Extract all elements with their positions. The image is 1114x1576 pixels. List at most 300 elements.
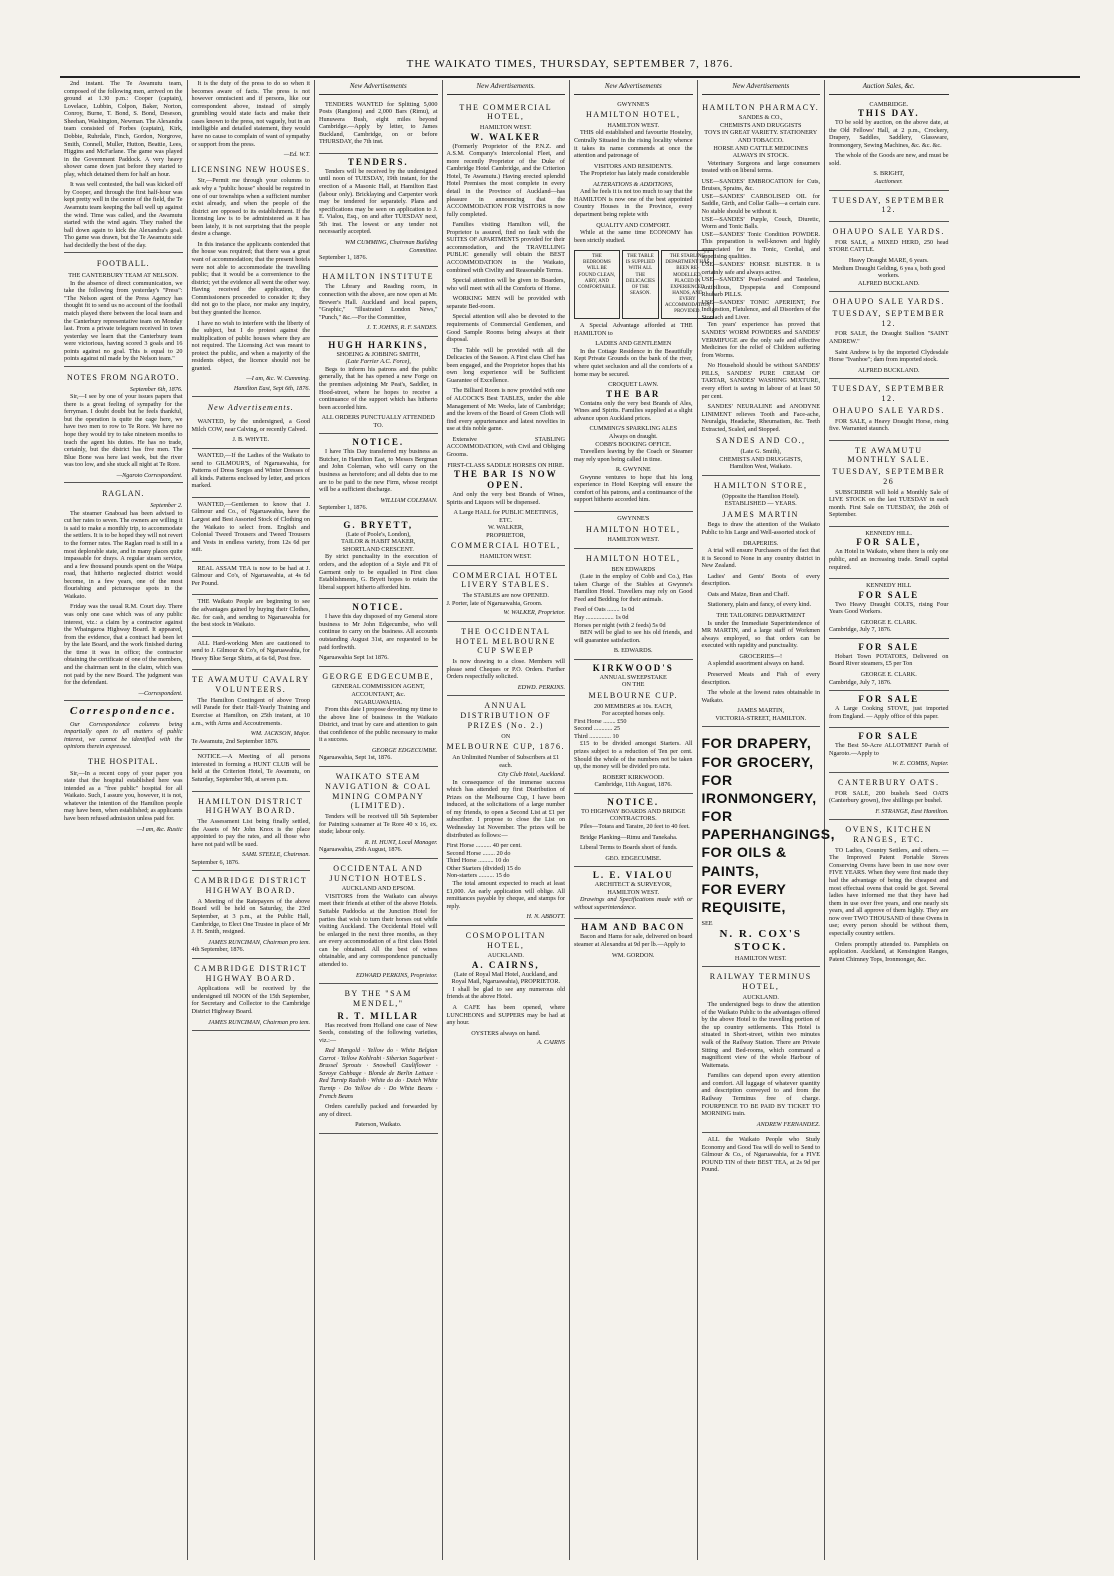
ad-subtitle: GWYNNE'S <box>617 100 650 108</box>
column-header: New Advertisements <box>702 80 821 95</box>
article-paragraph: Sir,—Permit me through your columns to ask why a "public house" should be required in one of our townships when a sufficient number exist already, and when the people of the district are opposed to its establishment. If the licensing law is to be administered as it has been lately, it is not surprising that the people desire a change. <box>191 177 310 238</box>
ad-title: THE COMMERCIAL HOTEL, <box>459 102 553 122</box>
ad-text: And only the very best Brands of Wines, Spirits and Liquors will be dispensed. <box>446 491 565 506</box>
ad-text: Orders carefully packed and forwarded by any of direct. <box>319 1103 438 1118</box>
ad-dateline: September 6, 1876. <box>191 858 240 866</box>
ad-text: The Hamilton Contingent of above Troop will Parade for their Half-Yearly Training and Exercise at Hamilton, on 25th instant, at 10 a.m., with Arms and Accoutrements. <box>191 696 310 727</box>
ad-signature: R. GWYNNE <box>615 466 651 474</box>
display-line: FOR GROCERY, <box>701 753 814 770</box>
ad-text: Piles—Totara and Taraire, 20 feet to 40 feet. <box>580 822 690 830</box>
ad-subtitle: Auctioneer. <box>874 178 903 185</box>
ad-title: FOR SALE <box>858 641 920 652</box>
ad-title: OCCIDENTAL AND JUNCTION HOTELS. <box>329 863 428 883</box>
ad-subtitle: CHEMISTS AND DRUGGISTS <box>720 121 802 129</box>
ad-text: I shall be glad to see any numerous old friends at the above Hotel. <box>446 985 565 1001</box>
article-paragraph: I have no wish to interfere with the liberty of the subject, but I do protest against the multiplication of public houses where they are not required. The Licensing Act was meant to protect the public, and when a majority of the residents object, the licence should not be granted. <box>191 319 310 372</box>
ad-text: LADIES AND GENTLEMEN <box>595 340 672 348</box>
ad-signature: ALFRED BUCKLAND. <box>857 366 920 374</box>
advertisement <box>702 1133 821 1181</box>
ad-subtitle: ESTABLISHED — YEARS. <box>724 500 797 508</box>
ad-title: N. R. COX'S STOCK. <box>719 927 802 954</box>
ad-text: The Best 50-Acre ALLOTMENT Parish of Ngaroto.—Apply to <box>829 742 949 757</box>
advertisement <box>829 191 949 223</box>
ad-subtitle: NGARUAWAHIA. <box>354 698 403 706</box>
ad-title: A. CAIRNS, <box>471 959 540 970</box>
signature: —I am, &c. W. Cumming. <box>246 375 310 383</box>
ad-title: CAMBRIDGE DISTRICT HIGHWAY BOARD. <box>194 963 308 983</box>
ad-dateline: Ngaruawahia, 25th August, 1876. <box>319 846 403 854</box>
article-paragraph: Sir,—In a recent copy of your paper you state that the hospital established here was intended as a "free public" hospital for all Waikato. Such, I assure you, however, it is not, whatever the intention of the Hamilton people may have been, when established; as applicants have been refused admission unless paid for. <box>64 769 183 822</box>
ad-subtitle: SHORTLAND CRESCENT. <box>342 545 414 553</box>
divider <box>64 252 183 253</box>
ad-text: Liberal Terms to Boards short of funds. <box>580 844 678 852</box>
section-heading: THE HOSPITAL. <box>87 756 159 766</box>
display-line: FOR IRONMONGERY, <box>701 771 817 806</box>
masthead <box>60 52 1080 78</box>
product-line: USE—SANDES' Purple, Couch, Diuretic, Worm and Tonic Balls. <box>701 215 820 231</box>
ad-text: The whole of the Goods are new, and must be sold. <box>829 152 949 167</box>
ad-subtitle: SHOEING & JOBBING SMITH, <box>336 350 421 358</box>
ad-text: Families can depend upon every attention and comfort. All luggage of whatever quantity and description conveyed to and from the Railway Terminus free of charge. FOURPENCE TO BE PAID BY TICKET TO MORNING train. <box>701 1072 820 1118</box>
advertisement <box>192 415 311 449</box>
ad-title: HAM AND BACON <box>581 922 686 933</box>
ad-dateline: Ngaruawahia, Sept 1st, 1876. <box>319 754 392 762</box>
ad-title: OHAUPO SALE YARDS. <box>832 297 945 307</box>
editorial-note: Our Correspondence columns being impartially open to all matters of public interest, we cannot be identified with the opinions therein expressed. <box>64 720 183 751</box>
ad-subtitle: (Late Farrier A.C. Force), <box>345 358 411 366</box>
advertisement <box>447 622 566 697</box>
ad-text: SEE <box>701 920 713 928</box>
ad-text: FOR SALE, a Heavy Draught Horse, rising five. Warranted staunch. <box>829 417 949 433</box>
ad-text: Tenders will be received by the undersigned until noon of TUESDAY, 19th instant, for the erection of a Masonic Hall, at Hamilton East (labour only). Bricklaying and Carpenter work may be tendered for separately. Plans and specifications may be seen on application to J. E. Vialou, Esq., on and after TUESDAY next, 5th inst. The lowest or any tender not necessarily accepted. <box>319 167 438 236</box>
ad-subtitle: ON <box>501 732 511 740</box>
ad-signature: S. BRIGHT, <box>873 170 905 178</box>
ad-text: Oats and Maize, Bran and Chaff. <box>707 590 790 598</box>
ad-title: TE AWAMUTU MONTHLY SALE. <box>847 445 930 465</box>
ad-subtitle: HAMILTON WEST. <box>479 124 532 132</box>
article-paragraph: Sir,—I see by one of your issues papers that there is a great feeling of sympathy for the ferryman. I doubt doubt but he feels thankful, but the operation is quite the cage here, we have two men to row to Te Rore. We have no hope they would try to take nineteen months to teach the agent his duties. He has no trade, certainly, but the district has five men. The Blue Bone was here last week, but the river was too low, and she stuck all night at Te Rore. <box>64 393 183 469</box>
ad-subtitle: KENNEDY HILL <box>866 582 912 590</box>
ad-signature: WILLIAM COLEMAN. <box>380 496 438 504</box>
ad-text: Tenders will be received till 5th September for Painting s.steamer at Te Rore 40 x 16, ex. stude; labour only. <box>319 813 438 836</box>
ad-text: A Special Advantage afforded at THE HAMILTON to <box>574 322 693 337</box>
ad-text: CUMMING'S SPARKLING ALES <box>589 425 678 433</box>
article-paragraph: In this instance the applicants contended that the house was required; that there was a great want of accommodation; that the present hotels were not able to accommodate the travelling public; that it would be a convenience to the district; yet the evidence all went the other way. Having received the application, the Commissioners proceeded to consider it; they did not go to the place, nor make any inquiry, but they granted the licence. <box>191 240 310 316</box>
ad-dateline: 4th September, 1876. <box>191 946 245 954</box>
ad-text: A CAFE has been opened, where LUNCHEONS and SUPPERS may be had at any hour. <box>446 1004 565 1027</box>
advertisement <box>574 660 693 794</box>
ad-title: HUGH HARKINS, <box>328 339 429 350</box>
section-subheading: THE CANTERBURY TEAM AT NELSON. <box>68 272 179 280</box>
ad-subtitle: KENNEDY HILL. <box>865 529 913 537</box>
display-line: FOR DRAPERY, <box>701 735 812 752</box>
prize-line: First Horse ........ £50 <box>574 717 627 725</box>
ad-text: Ladies' and Gents' Boots of every description. <box>701 572 820 588</box>
ad-text: While at the same time ECONOMY has been strictly studied. <box>574 229 693 244</box>
ad-signature: GEORGE EDGECUMBE. <box>371 746 438 754</box>
advertisement <box>192 562 311 596</box>
advertisement <box>319 667 438 767</box>
article-paragraph: In the absence of direct communication, we take the following from yesterday's "Press": "The Nelson agent of the Press Agency has thought fit to send us no account of the football match played there between the local team and the Canterbury representative team on Monday last. From a private telegram received in town yesterday we learn that the Canterbury team were victorious, having scored 3 goals and 16 points against no goal. This is equal to 20 points against nil made by the Nelson team." <box>64 279 183 363</box>
ad-title: BY THE "SAM MENDEL," <box>344 989 412 1008</box>
product-line: USE—SANDES' TONIC APERIENT, For Indigestion, Flatulence, and all Disorders of the Stomach and Liver. <box>701 298 820 321</box>
ad-text: Applications will be received by the undersigned till NOON of the 15th September, for Secretary and Collector to the Cambridge District Highway Board. <box>191 985 310 1015</box>
display-line: FOR PAPERHANGINGS, <box>701 808 836 843</box>
ad-text: Is now drawing to a close. Members will please send Cheques or P.O. Orders. Further Orders respectfully solicited. <box>446 658 565 681</box>
ad-subtitle: HAMILTON WEST. <box>607 888 660 896</box>
ad-title: FOR SALE <box>858 589 920 600</box>
ad-signature: W. WALKER, Proprietor. <box>503 609 565 617</box>
ad-title: HAMILTON PHARMACY. <box>702 102 820 112</box>
prize-line: Third Horse .......... 10 do <box>446 857 510 865</box>
ad-title: SANDES AND CO., <box>715 436 806 446</box>
ad-text: The Table will be provided with all the Delicacies of the Season. A First class Chef has been engaged, and the Proprietor hopes that his own long experience will be Sufficient Guarantee of Excellence. <box>446 346 565 384</box>
ad-signature: J. B. WHYTE. <box>232 436 269 444</box>
prize-line: Other Starters (divided) 15 do <box>446 864 521 872</box>
column-3 <box>315 80 443 1560</box>
column-header: New Advertisements <box>574 80 693 95</box>
feature-box: THE TABLE IS SUPPLIED WITH ALL THE DELICACIES OF THE SEASON. <box>622 250 659 319</box>
advertisement <box>192 449 311 498</box>
ad-subtitle: AUCKLAND AND EPSOM. <box>341 885 415 893</box>
divider <box>64 700 183 701</box>
advertisement <box>192 792 311 872</box>
ad-text: Two Heavy Draught COLTS, rising Four Years Good Workers. <box>829 600 949 616</box>
section-heading: RAGLAN. <box>102 489 145 499</box>
column-header: New Advertisements <box>319 80 438 95</box>
display-line: FOR EVERY REQUISITE, <box>701 880 787 916</box>
ad-subtitle: SANDES & CO., <box>738 114 783 122</box>
correspondence-heading: Correspondence. <box>69 705 177 718</box>
signature: —Ed. W.T. <box>283 151 310 159</box>
column-6 <box>698 80 836 1560</box>
feature-box: THE STABLING DEPARTMENT HAS BEEN RE-MODELLED, PLACED IN EXPERIENCED HANDS, AND EVERY ACCOMMODATION PROVIDED. <box>661 250 714 319</box>
ad-title: L. E. VIALOU <box>592 870 674 881</box>
product-line: USE—SANDES' CARBOLISED OIL for Saddle, Girth, and Collar Galls—a certain cure. No stable should be without it. <box>701 192 820 216</box>
ad-text: Is under the Immediate Superintendence of MR MARTIN, and a large staff of Workmen always employed, so that orders can be executed with rapidity and punctuality. <box>701 619 820 650</box>
advertisement <box>319 434 438 516</box>
ad-title: HAMILTON STORE, <box>714 480 808 490</box>
ad-title: TUESDAY, SEPTEMBER 12. <box>832 384 946 403</box>
ad-text: ALL Hard-working Men are cautioned to send to J. Gilmour & Co's, of Ngaruawahia, for Heavy Blue Serge Shirts, at 6s 6d, Post free. <box>191 639 310 662</box>
advertisement <box>192 637 311 671</box>
advertisement <box>192 670 311 750</box>
ad-title: COSMOPOLITAN HOTEL, <box>465 930 546 950</box>
column-header: Auction Sales, &c. <box>829 80 949 95</box>
ad-subtitle: GENERAL COMMISSION AGENT, ACCOUNTANT, &c. <box>331 683 425 698</box>
ad-text: VISITORS AND RESIDENTS. <box>593 162 673 170</box>
article-paragraph: It was well contested, the ball was kicked off by Cooper, and through the first half-hour was kept pretty well in the centre of the field, the Te Awamutu team keeping the ball well up against the wind. Time was called, and the Awamutu started with the wind again. They rushed the ball down again to kick the Alexandra's goal. Tho game was drawn, but the Te Awamutu side had decidedly the best of the day. <box>64 181 183 249</box>
ad-text: I have this day disposed of my General store business to Mr John Edgecumbe, who will continue to carry on the business. All accounts outstanding August 31st, are requested to be paid forthwith. <box>319 613 438 651</box>
ad-subtitle: BEN EDWARDS <box>611 565 656 573</box>
ad-subtitle: CAMBRIDGE. <box>869 100 909 108</box>
ad-text: Ten years' experience has proved that SANDES' WORM POWDERS and SANDES' VERMIFUGE are the only safe and effective Medicines for the relief of Children suffering from Worms. <box>701 321 820 359</box>
ad-signature: JAMES RUNCIMAN, Chairman pro tem. <box>208 1018 310 1026</box>
ad-text: 200 MEMBERS at 10s. EACH, <box>593 702 673 710</box>
ad-text: An Hotel in Waikato, where there is only one public, and an increasing trade. Small capital required. <box>829 548 949 571</box>
ad-title: MELBOURNE CUP. <box>588 690 678 700</box>
advertisement <box>829 639 949 691</box>
column-4 <box>443 80 571 1560</box>
ad-title: TUESDAY, SEPTEMBER 12. <box>832 308 946 328</box>
ad-signature: GEORGE E. CLARK. <box>860 670 917 678</box>
advertisement <box>319 267 438 337</box>
advertisement <box>192 595 311 636</box>
newspaper-columns <box>60 80 1080 1560</box>
ad-text: (Formerly Proprietor of the P.N.Z. and A.S.M. Company's Intercolonial Fleet, and more recently Proprietor of the Duke of Cambridge Hotel Cambridge, and the Criterion Hotel, Te Awamutu.) Having erected splendid Hotel Premises the most complete in every detail in the Province of Auckland—has pleasure in announcing that the ACCOMMODATION FOR VISITORS is now fully completed. <box>446 142 565 218</box>
ad-text: I have This Day transferred my business as Butcher, in Hamilton East, to Messrs Bergman and John Coleman, who will carry on the business as heretofore; and all debts due to me are to be paid to the new Firm, whose receipt will be a sufficient discharge. <box>319 448 438 494</box>
ad-subtitle: Hamilton West, Waikato. <box>729 463 792 471</box>
advertisement <box>192 871 311 958</box>
prize-line: Third .............. 10 <box>574 732 619 740</box>
ad-text: Gwynne ventures to hope that his long experience in Hotel Keeping will ensure the comfort of his patrons, and a continuance of the support hitherto accorded him. <box>574 473 693 504</box>
ad-title: THIS DAY. <box>857 108 920 119</box>
ad-dateline: September 1, 1876. <box>319 504 368 512</box>
column-header: New Advertisements. <box>447 80 566 95</box>
ad-text: No Household should be without SANDES' PILLS, SANDES' PURE CREAM OF TARTAR, SANDES' WASHING MIXTURE, every effort is saving in labour of at least 50 per cent. <box>701 362 820 400</box>
ad-signature: EDWARD PERKINS, Proprietor. <box>356 971 438 979</box>
ad-signature: H. N. ABBOTT. <box>526 913 565 921</box>
ad-title: COMMERCIAL HOTEL, <box>450 541 561 551</box>
ad-subtitle: HAMILTON WEST. <box>479 553 532 561</box>
ad-title: KIRKWOOD'S <box>592 662 674 673</box>
ad-text: Always on draught. <box>608 432 658 440</box>
ad-title: W. WALKER <box>470 131 542 142</box>
prize-line: Second Horse ........ 20 do <box>446 849 511 857</box>
advertisement <box>829 691 949 728</box>
ad-signature: W. E. COMBS, Napier. <box>892 760 949 768</box>
ad-subtitle: HAMILTON WEST. <box>734 954 787 962</box>
advertisement <box>319 599 438 666</box>
ad-text: Begs to inform his patrons and the public generally, that he has opened a new Forge on the premises adjoining Mr Peat's, Saddler, in Hood-street, where he hopes to receive a continuance of the support which has hitherto been accorded him. <box>319 365 438 411</box>
ad-text: City Club Hotel, Auckland. <box>497 771 565 779</box>
ad-subtitle: AUCKLAND. <box>487 952 524 960</box>
article-paragraph: 2nd instant. The Te Awamutu team, composed of the following men, arrived on the ground at 1.30 p.m.: Cooper (captain), Lovelace, Lubbin, Colpon, Baker, Norton, Conroy, Burne, T. Bond, S. Bond, Deseson, Sheehan, Washington, Newman. The Alexandra team consisted of Forbes (captain), Kirk, Dobbie, Ruhrdale, Finch, Gordon, Norgrove, Smith, Connell, Muller, Hutton, Beattie, Lees, Higgins and McFarlane. The game was played in the Government Paddock. A very heavy shower came down just before they started to play, which detained them for half an hour. <box>64 80 183 178</box>
ad-title: HAMILTON INSTITUTE <box>322 271 435 281</box>
ad-title: GEORGE EDGECUMBE, <box>322 671 435 681</box>
ad-subtitle: TO HIGHWAY BOARDS AND BRIDGE CONTRACTORS. <box>581 807 686 823</box>
signature: —I am, &c. Rustic <box>136 825 183 833</box>
advertisement <box>829 292 949 379</box>
ad-text: Extensive STABLING ACCOMMODATION, with Civil and Obliging Grooms. <box>446 435 565 458</box>
fee-line: Hay .................. 1s 0d <box>574 614 629 621</box>
ad-text: TO be sold by auction, on the above date, at the Old Fellows' Hall, at 2 p.m., Crockery, Drapery, Saddles, Saddlery, Glassware, Ironmongery, Sewing Machines, &c. &c. &c. <box>829 119 949 149</box>
ad-signature: JAMES MARTIN, <box>737 707 785 715</box>
ad-title: TE AWAMUTU CAVALRY VOLUNTEERS. <box>191 675 310 695</box>
ad-subtitle: PROPRIETOR, <box>486 531 526 539</box>
ad-text: Preserved Meats and Fish of every description. <box>701 670 820 686</box>
ad-text: ALL the Waikato People who Study Economy and Good Tea will do well to Send to Gilmour & Co., of Ngaruawahia, for a FIVE POUND TIN of their BEST TEA, at 2s 9d per Pound. <box>701 1136 820 1174</box>
dateline: Hamilton East, Sept 6th, 1876. <box>233 385 310 392</box>
ad-text: Bridge Planking—Rimu and Tanekaha. <box>580 833 678 841</box>
advertisement <box>829 379 949 440</box>
section-heading: NOTES FROM NGAROTO. <box>67 372 180 382</box>
prize-line: Second ............ 25 <box>574 725 621 733</box>
ad-title: TENDERS. <box>347 156 409 167</box>
display-line: FOR OILS & PAINTS, <box>701 844 787 879</box>
display-ad-stack <box>701 734 836 916</box>
ad-text: The Library and Reading room, in connection with the above, are now open at Mr. Brewer's Hall. Auckland and local papers, "Graphic," "Illustrated London News," "Punch," &c.—For the Committee, <box>319 283 438 321</box>
ad-text: The Assessment List being finally settled, the Assets of Mr John Knox is the place appointed to pay the rates, and all those who have not paid will be sued. <box>191 818 310 848</box>
ad-text: VISITORS from the Waikato can always meet their friends at either of the above Hotels. Suitable Paddocks at the Junction Hotel for parties that wish to turn their horses out while visiting Auckland. The Occidental Hotel will be enlarged in the next three months, as they are every accommodation of a first class Hotel can be obtained. All the best of wines obtainable, and any correspondence punctually attended to. <box>319 892 438 968</box>
ad-title: OHAUPO SALE YARDS. <box>832 227 945 237</box>
advertisement <box>319 98 438 154</box>
ad-text: The Proprietor has lately made considerable <box>580 170 690 178</box>
advertisement <box>574 867 693 919</box>
prize-line: Non-starters .......... 15 do <box>446 872 510 880</box>
ad-text: FIRST-CLASS SADDLE HORSES ON HIRE. <box>447 461 565 469</box>
ad-text: Begs to draw the attention of the Waikato Public to his Large and Well-assorted stock of <box>701 521 820 536</box>
ad-text: SUBSCRIBER will hold a Monthly Sale of LIVE STOCK on the last TUESDAY in each month. First Sale on TUESDAY, the 26th of September. <box>829 488 949 519</box>
ad-text: Special attention will be given to Boarders, who will meet with all the Comforts of Home. <box>446 277 565 292</box>
product-line: USE—SANDES' EMBROCATION for Cuts, Bruises, Sprains, &c. <box>701 177 820 193</box>
ad-signature: SAML STEELE, Chairman. <box>242 851 310 859</box>
ad-text: WANTED,—Gentlemen to know that J. Gilmour and Co., of Ngaruawahia, have the Largest and Best Assorted Stock of Clothing on the Waikato to select from. English and Colonial Tweed Trousers and Tweed Trousers and Vests in endless variety, from 12s 6d per suit. <box>191 500 310 554</box>
ad-subtitle: (Late G. Smith), <box>740 448 782 456</box>
ad-text: The total amount expected to reach at least £1,000. An early application will oblige. All remittances payable by cheque, and stamps for reply. <box>446 879 565 910</box>
ad-text: ALL ORDERS PUNCTUALLY ATTENDED TO. <box>321 414 435 429</box>
ad-text: The whole at the lowest rates obtainable in Waikato. <box>701 689 820 704</box>
ad-text: Medium Draught Gelding, 6 yea s, both good workers. <box>832 264 946 280</box>
dateline: September 2. <box>150 502 183 510</box>
ad-text: Has received from Holland one case of New Seeds, consisting of the following varieties, viz.:— <box>319 1021 438 1044</box>
ad-text: COBB'S BOOKING OFFICE. <box>595 440 672 448</box>
ad-text: Heavy Draught MARE, 6 years. <box>848 256 929 264</box>
ad-dateline: Te Awamutu, 2nd September 1876. <box>191 737 279 745</box>
ad-text: Contains only the very best Brands of Ales, Wines and Spirits. Families supplied at a slight advance upon Auckland prices. <box>574 399 693 422</box>
ad-text: A Large HALL for PUBLIC MEETINGS, ETC. <box>453 509 558 524</box>
ad-text: Special attention will also be devoted to the requirements of Commercial Gentlemen, and Good Sample Rooms being always at their disposal. <box>446 313 565 344</box>
ad-subtitle: TOYS IN GREAT VARIETY. STATIONERY AND TOBACCO. <box>704 129 818 144</box>
product-line: USE—SANDES' HORSE BLISTER. It is certainly safe and always active. <box>701 260 820 276</box>
column-2 <box>188 80 316 1560</box>
divider <box>64 366 183 367</box>
ad-text: Families visiting Hamilton will, the Proprietor is assured, find no fault with the SUITES OF APARTMENTS provided for their accommodation, and the TRAVELLING PUBLIC generally will obtain the BEST ACCOMMODATION in the Waikato, combined with Civility and Reasonable Terms. <box>446 221 565 274</box>
ad-signature: ROBERT KIRKWOOD. <box>602 773 664 781</box>
divider <box>192 396 311 397</box>
ad-dateline: September 1, 1876. <box>319 254 368 262</box>
ad-text: REAL ASSAM TEA is now to be had at J. Gilmour and Co's, of Ngaruawahia, at 4s 6d Per Pound. <box>191 564 310 587</box>
advertisement <box>192 498 311 562</box>
ad-subtitle: HAMILTON WEST. <box>607 536 660 544</box>
ad-title: RAILWAY TERMINUS HOTEL, <box>709 972 812 991</box>
ad-text: TO Ladies, Country Settlers, and others. —The Improved Patent Portable Stoves Conserving Ovens have been in use now over FIVE YEARS. When they were first made they had the advantage of being the cheapest and most effectual ovens that could be got. Several ladies have informed me that they have had them in use over five years, and one nearly six years, and all approve of them highly. They are now over TWO THOUSAND of these Ovens in use; every person should be without them, especially country settlers. <box>829 846 949 937</box>
ad-title: THE BAR IS NOW OPEN. <box>453 469 558 491</box>
ad-text: OYSTERS always on hand. <box>471 1029 541 1037</box>
fee-line: Feed of Oats ........ 1s 0d <box>574 606 635 614</box>
ad-subtitle: GWYNNE'S <box>617 515 650 522</box>
ad-text: FOR SALE, a MIXED HERD, 250 head STORE CATTLE. <box>829 238 949 254</box>
ad-signature: A. CAIRNS <box>537 1039 565 1047</box>
advertisement <box>574 919 693 963</box>
advertisement <box>701 727 836 967</box>
ad-subtitle: VICTORIA-STREET, HAMILTON. <box>715 714 807 722</box>
ad-text: FOR SALE, the Draught Stallion "SAINT ANDREW." <box>829 330 949 345</box>
ad-text: £15 to be divided amongst Starters. All prizes subject to a reduction of Ten per cent. Should the whole of the numbers not be taken up, the money will be divided pro rata. <box>574 740 693 771</box>
ad-title: NOTICE. <box>607 796 660 807</box>
ad-signature: GEO. EDGECUMBE. <box>605 854 662 862</box>
advertisement <box>447 926 566 1051</box>
ad-text: A splendid assortment always on hand. <box>707 660 805 668</box>
advertisement <box>319 154 438 267</box>
advertisement <box>829 773 949 820</box>
ad-text: TENDERS WANTED for Splitting 5,000 Posts (Rangiora) and 2,000 Bars (Rimu), at Hunuwera Bush, eight miles beyond Cambridge.—Apply by letter, to James Buckland, Cambridge, on or before THURSDAY, the 7th inst. <box>319 100 438 146</box>
advertisement <box>319 767 438 859</box>
advertisement <box>702 476 821 728</box>
advertisement <box>319 984 438 1134</box>
advertisement <box>574 512 693 549</box>
section-heading: New Advertisements. <box>207 402 294 412</box>
advertisement <box>829 98 949 191</box>
advertisement <box>829 527 949 579</box>
ad-text: Hobart Town POTATOES, Delivered on Board River steamers, £5 per Ton <box>829 652 949 668</box>
ad-signature: ANDREW FERNANDEZ. <box>756 1120 820 1128</box>
ad-text: DRAPERIES. <box>743 539 779 547</box>
ad-text: Orders promptly attended to. Pamphlets on application. Auckland, at Kensington Ranges, Patent Chimney Tops, Ironmonger, &c. <box>829 940 949 963</box>
ad-title: HAMILTON DISTRICT HIGHWAY BOARD. <box>198 796 304 816</box>
ad-text: WANTED, by the undersigned, a Good Milch COW, near Calving, or recently Calved. <box>191 418 310 433</box>
ad-text: WORKING MEN will be provided with separate Bed-room. <box>446 295 565 310</box>
ad-text: SANDES' NEURALINE and ANODYNE LINIMENT relieves Tooth and Face-ache, Neuralgia, Headache, Rheumatism, &c. Teeth Extracted, Scaled, and Stopped. <box>701 403 820 433</box>
ad-text: GROCERIES—! <box>739 652 783 660</box>
advertisement <box>319 859 438 984</box>
advertisement <box>192 750 311 791</box>
ad-text: In consequence of the immense success which has attended my first Distribution of Prizes on the Melbourne Cup, I have been induced, at the solicitations of a large number of my friends, to open a Second List at £1 per subscriber. I propose to close the List on Wednesday 1st November. The prizes will be distributed as follows:— <box>446 778 565 839</box>
ad-text: A trial will ensure Purchasers of the fact that it is Second to None in any country district in New Zealand. <box>701 547 820 570</box>
ad-text: The undersigned begs to draw the attention of the Waikato Public to the advantages offered by the above Hotel to the travelling portion of the up country settlements. This Hotel is situated in Short-street, within two minutes walk of the Railway Station. There are Private Sitting and Bed-rooms, which command a magnificent view of the whole Harbour of Waitemata. <box>701 1001 820 1069</box>
article-paragraph: Friday was the usual R.M. Court day. There was only one case which was of any public interest, viz.: a claim by a contractor against the Whaingaroa Highway Board. It appeared, from the evidence, that a contract had been let by the late Board, and the work finished during the time it was in office; the contractor obtaining the certificate of one of the members, and the chairman sent in the claim, which was not paid by the new Board. The judgment was for the defendant. <box>64 603 183 687</box>
ad-dateline: Cambridge, July 7, 1876. <box>829 678 892 686</box>
ad-text: THIS old established and favourite Hostelry, Centrally Situated in the rising locality whence it takes its name commends at once the attention and patronage of <box>574 129 693 160</box>
dateline: September 6th, 1876. <box>129 385 183 393</box>
ad-signature: B. EDWARDS. <box>613 647 653 655</box>
ad-text: Saint Andrew is by the imported Clydesdale Horse "Ivanhoe"; dam from imported stock. <box>829 348 949 364</box>
ad-title: MELBOURNE CUP, 1876. <box>446 742 565 752</box>
ad-title: HAMILTON HOTEL, <box>586 110 681 120</box>
ad-text: QUALITY AND COMFORT. <box>596 221 671 229</box>
ad-text: And he feels it is not too much to say that the HAMILTON is now one of the best appointed Country Houses in the Province, every department being replete with <box>574 188 693 219</box>
ad-title: FOR SALE <box>858 731 920 742</box>
ad-title: FOR SALE <box>858 694 920 705</box>
article-paragraph: It is the duty of the press to do so when it becomes aware of facts. The press is not however omniscient and if persons, like our correspondent above, instead of simply grumbling would state facts and make their cases known to the press, not vaguely, but in an intelligible and detailed statement, they would have no cause to complain of want of sympathy or support from the press. <box>191 80 310 148</box>
product-line: USE—SANDES' Tonic Condition POWDER. This preparation is well-known and highly appreciated for its Tonic, Cordial, and appetising qualities. <box>701 230 820 261</box>
ad-title: COMMERCIAL HOTEL LIVERY STABLES. <box>452 570 559 590</box>
ad-signature: WM CUMMING, Chairman Building Committee. <box>345 238 438 254</box>
ad-text: From this date I propose devoting my time to the above line of business in the Waikato District, and trust by care and attention to gain that confidence of the public necessary to make it a success. <box>319 706 438 744</box>
column-7 <box>825 80 953 1560</box>
ad-signature: EDWD. PERKINS. <box>517 683 565 691</box>
advertisement <box>829 820 949 970</box>
ad-title: HAMILTON HOTEL, <box>586 524 681 534</box>
advertisement <box>447 696 566 925</box>
ad-text: An Unlimited Number of Subscribers at £1 each. <box>452 753 560 769</box>
ad-title: WAIKATO STEAM NAVIGATION & COAL MINING COMPANY (LIMITED). <box>325 772 432 811</box>
ad-text: FOR SALE, 200 bushels Seed OATS (Canterbury grown), five shillings per bushel. <box>829 789 949 805</box>
ad-text: The Billiard Room is now provided with one of ALCOCK'S Best TABLES, under the able Management of Mr. Weeks, late of Cambridge; and the lovers of the Board of Green Cloth will find every appurtenance and latest novelties in use at this noble game. <box>446 387 565 433</box>
divider <box>64 482 183 483</box>
ad-text: J. Porter, late of Ngaruawahia, Groom. <box>446 599 543 607</box>
ad-text: For accepted horses only. <box>601 710 665 718</box>
ad-text: BEN will be glad to see his old friends, and will guarantee satisfaction. <box>574 629 693 644</box>
advertisement <box>702 98 821 476</box>
advertisement <box>319 337 438 435</box>
ad-title: JAMES MARTIN <box>722 509 799 519</box>
ad-text: Bacon and Hams for sale, delivered on board steamer at Alexandra at 9d per lb.—Apply to <box>574 933 693 948</box>
ad-text: Travellers leaving by the Coach or Steamer may rely upon being called in time. <box>574 448 693 463</box>
ad-signature: JAMES RUNCIMAN, Chairman pro tem. <box>208 938 310 946</box>
ad-text: A Large Cooking STOVE, just imported from England. — Apply office of this paper. <box>829 705 949 720</box>
article-paragraph: The steamer Gnaboad has been advised to cut her rates to seven. The owners are willing it is said to make a monthly trip, to accommodate the settlers. It is to be hoped they will not revert to the former rates. The Raglan road is still in a most deplorable state, and in many places quite impassable for drays. A regular steam service, and a few thousand pounds spent on the Waipa road, that hitherto neglected district would become, in a few years, one of the most flourishing and picturesque spots in the Waikato. <box>64 509 183 600</box>
